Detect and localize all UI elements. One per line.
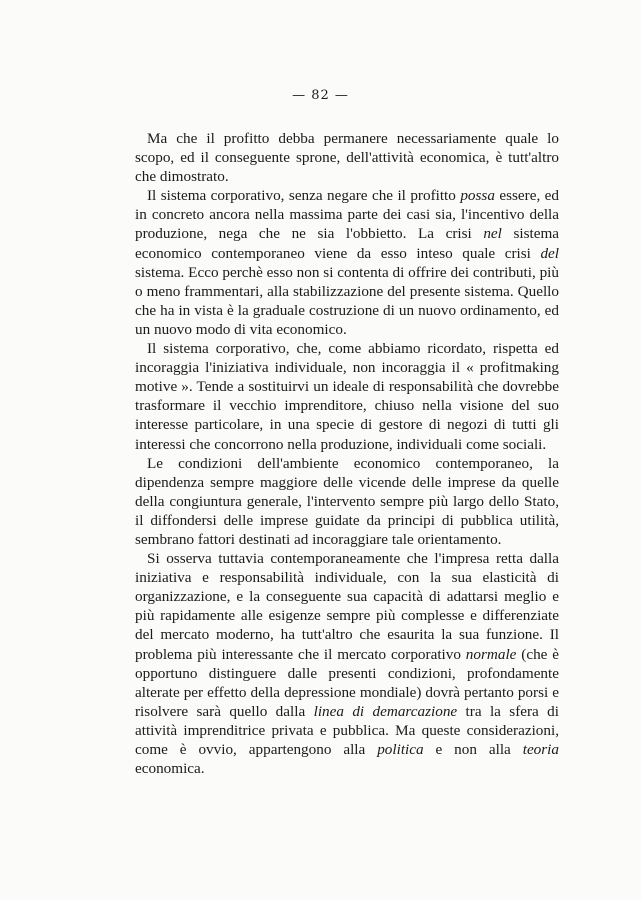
text-run: Il sistema corporativo, senza negare che il profitto: [147, 187, 461, 205]
text-run: sistema economico contemporaneo viene da esso inteso quale crisi: [135, 225, 559, 262]
text-run: (che è opportuno distinguere dalle presenti condizioni, profondamente alterate per effetto della depressione mondiale) dovrà pertanto porsi e risolvere sarà quello dalla: [135, 645, 559, 720]
paragraph: [135, 129, 559, 186]
italic-text: normale: [465, 645, 517, 663]
italic-text: possa: [460, 187, 495, 205]
text-run: sistema. Ecco perchè esso non si contenta di offrire dei contributi, più o meno frammentari, alla stabilizzazione del presente sistema. Quello che ha in vista è la graduale costruzione di un nuovo ordinamento, ed un nuovo modo di vita economico.: [135, 263, 559, 338]
italic-text: teoria: [522, 741, 559, 758]
text-run: Si osserva tuttavia contemporaneamente che l'impresa retta dalla iniziativa e responsabilità individuale, con la sua elasticità di organizzazione, e la conseguente sua capacità di adattarsi meglio e più rapidamente alle esigenze sempre più complesse e differenziate del mercato moderno, ha tutt'altro che esaurita la sua funzione. Il problema più interessante che il mercato corporativo: [135, 550, 559, 663]
text-run: essere, ed in concreto ancora nella massima parte dei casi sia, l'incentivo della produzione, nega che ne sia l'obbietto. La crisi: [135, 187, 560, 243]
text-run: economica.: [135, 760, 205, 778]
text-run: Le condizioni dell'ambiente economico contemporaneo, la dipendenza sempre maggiore delle vicende delle imprese da quelle della congiuntura generale, l'intervento sempre più largo dello Stato, il diffondersi delle imprese guidate da principi di pubblica utilità, sembrano fattori destinati ad incoraggiare tale orientamento.: [135, 454, 559, 548]
italic-text: politica: [377, 741, 424, 758]
paragraph: [135, 549, 559, 778]
italic-text: linea di demarcazione: [313, 702, 458, 720]
italic-text: nel: [483, 225, 502, 243]
page-number: — 82 —: [292, 88, 349, 103]
text-run: tra la sfera di attività imprenditrice privata e pubblica. Ma queste considerazioni, come è ovvio, appartengono alla: [135, 702, 559, 758]
paragraph: [135, 454, 559, 549]
italic-text: del: [540, 244, 559, 262]
text-run: e non alla: [423, 741, 523, 758]
paragraph: [135, 339, 559, 454]
text-run: Ma che il profitto debba permanere necessariamente quale lo scopo, ed il conseguente sprone, dell'attività economica, è tutt'altro che dimostrato.: [135, 130, 559, 186]
paragraph: [135, 186, 559, 339]
text-run: Il sistema corporativo, che, come abbiamo ricordato, rispetta ed incoraggia l'iniziativa individuale, non incoraggia il « profitmaking motive ». Tende a sostituirvi un ideale di responsabilità che dovrebbe trasformare il vecchio imprenditore, chiuso nella visione del suo interesse particolare, in una specie di gestore di negozi di tutti gli interessi che concorrono nella produzione, individuali come sociali.: [135, 340, 559, 453]
body-text: [135, 129, 559, 778]
